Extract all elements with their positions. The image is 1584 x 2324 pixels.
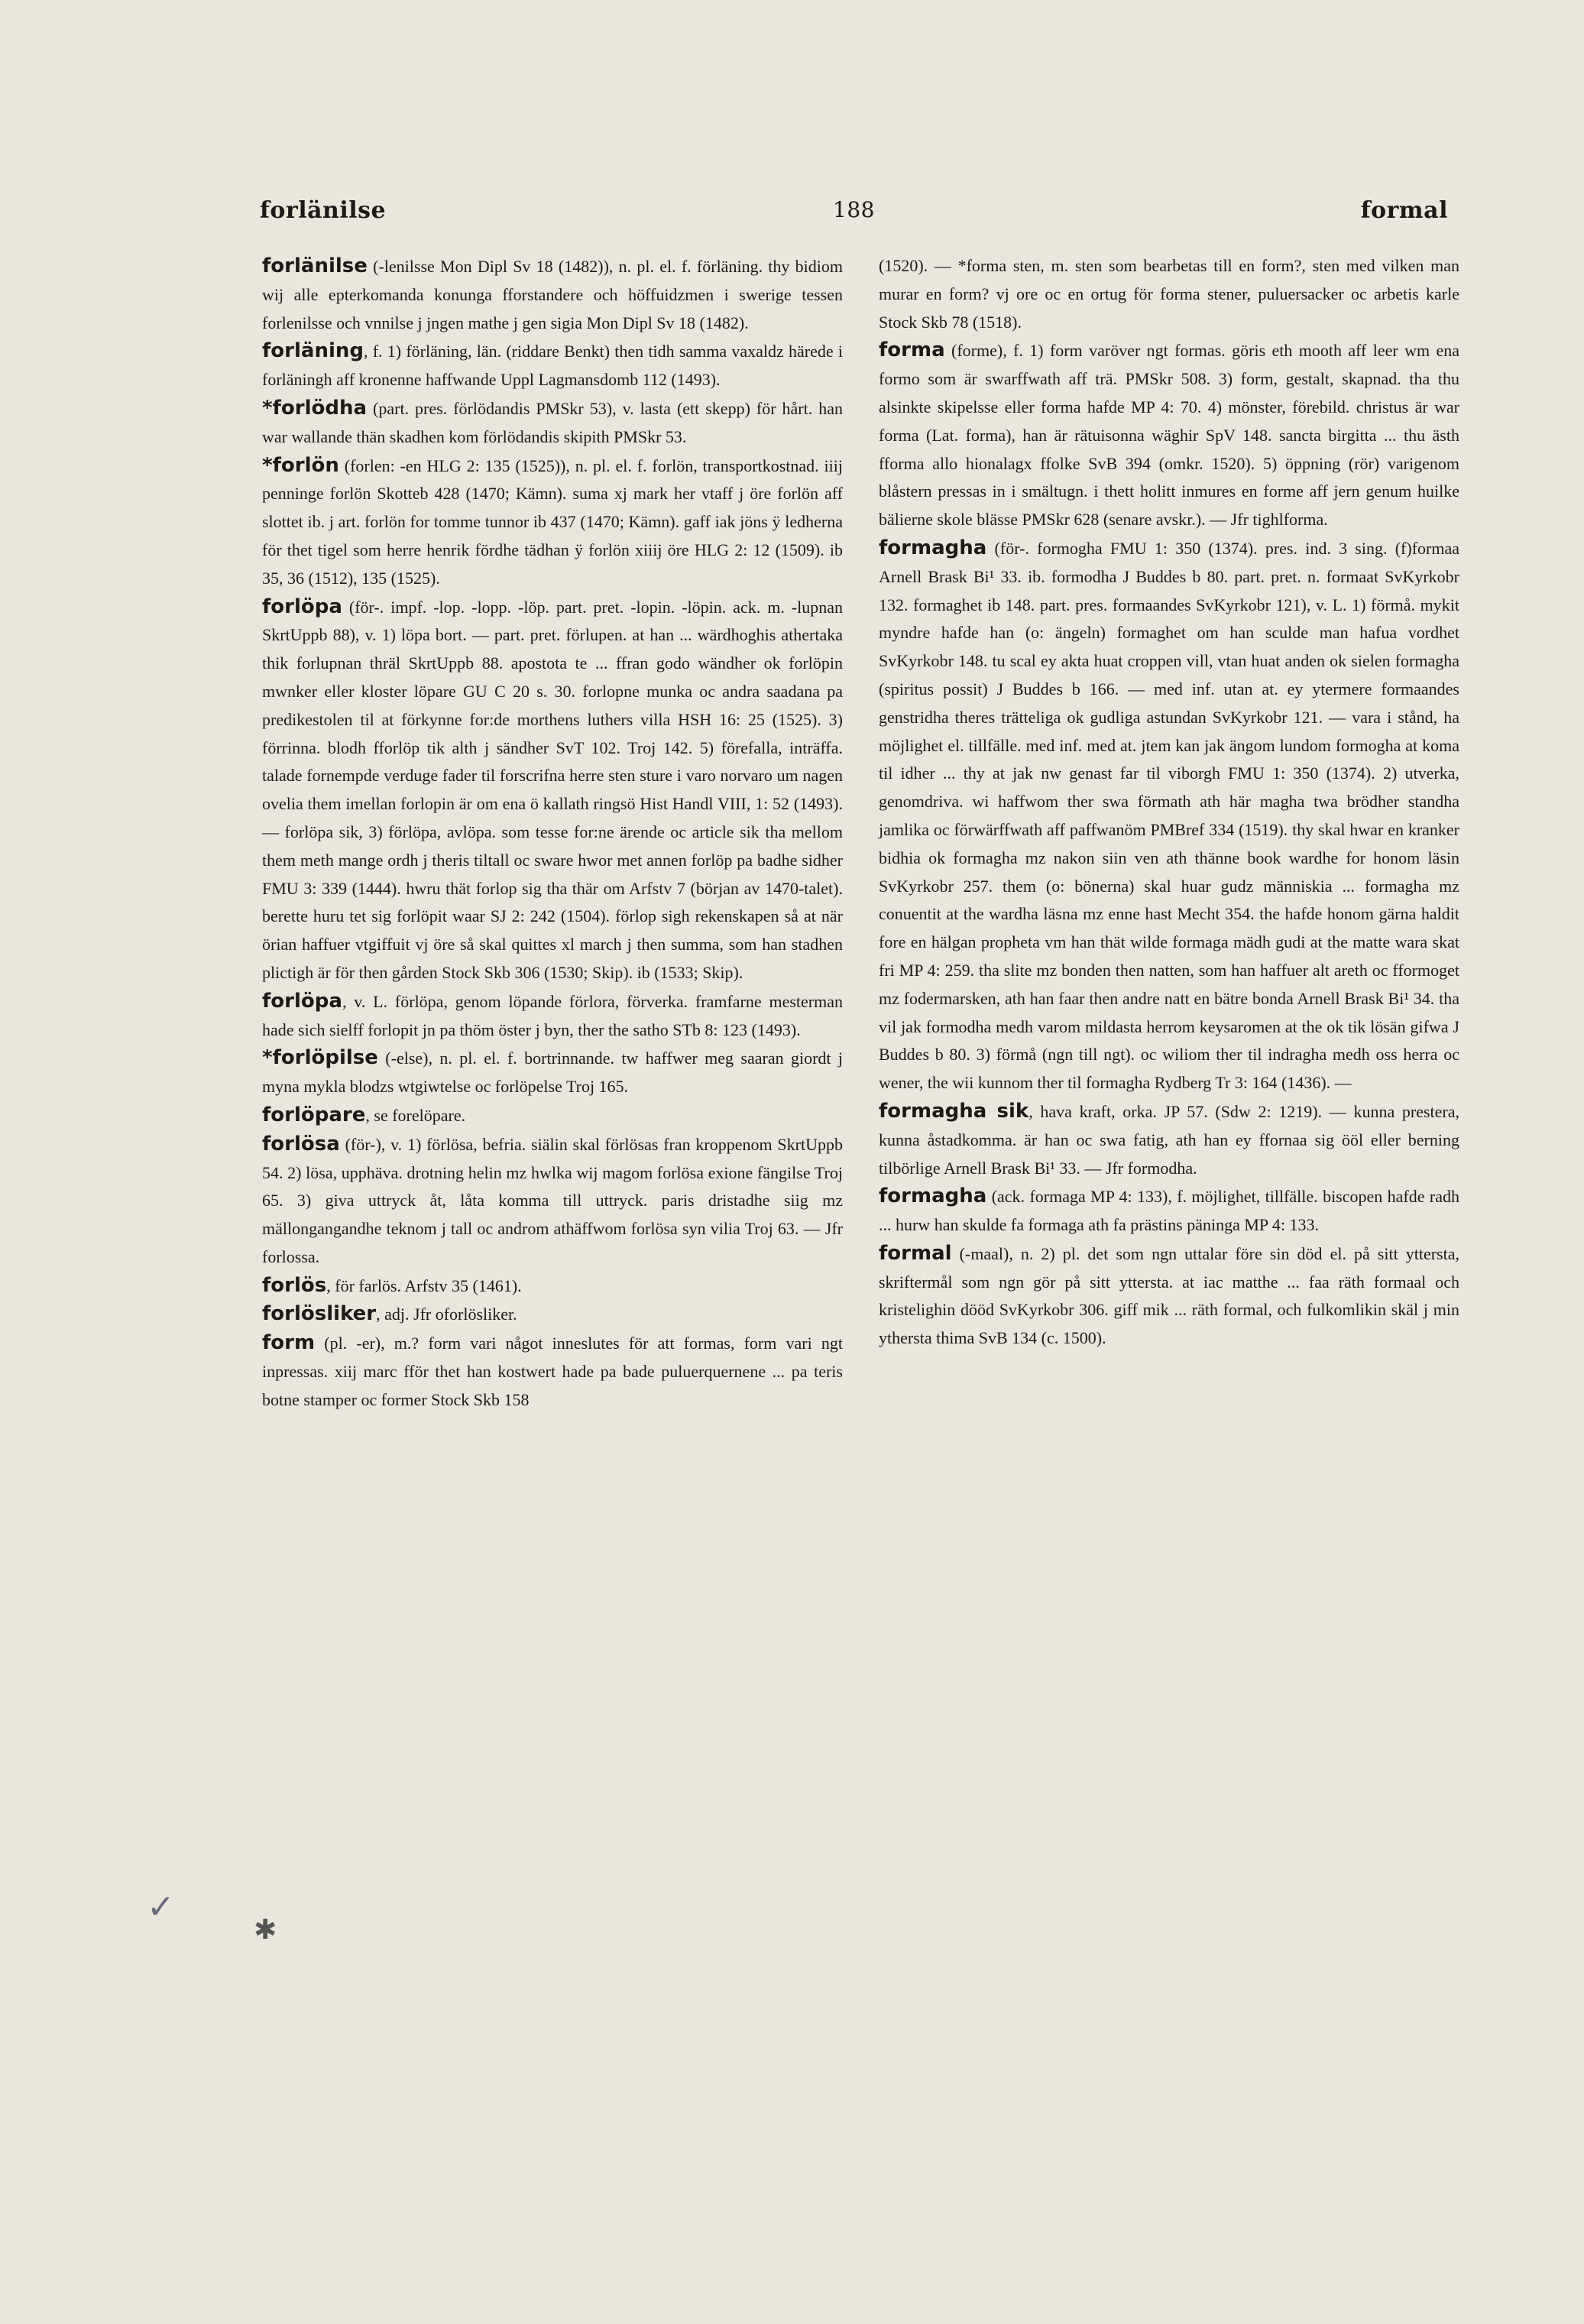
dictionary-entry [879,1240,1459,1353]
entry-headword: forlöpare [262,1103,366,1126]
entry-text: (för-), v. 1) förlösa, befria. siälin skal förlösas fran kroppenom SkrtUppb 54. 2) lösa, upphäva. drotning helin mz hwlka wij magom forlösa exione fängilse Troj 65. 3) giva uttryck åt, låta komma till uttryck. paris dristadhe siig mz mällongangandhe teknom j tall oc androm athäffwom forlösa syn vilia Troj 63. — Jfr forlossa. [262,1134,843,1266]
entry-text: (pl. -er), m.? form vari något inneslutes för att formas, form vari ngt inpressas. xiij marc fför thet han kostwert hade pa bade puluerquernene ... pa teris botne stamper oc former Stock Skb 158 [262,1334,843,1409]
dictionary-entry [262,1300,843,1329]
left-column [262,252,843,1415]
entry-text: (-else), n. pl. el. f. bortrinnande. tw haffwer meg saaran giordt j myna mykla blodzs wtgiwtelse oc forlöpelse Troj 165. [262,1049,843,1097]
dictionary-entry [262,394,843,452]
page-header [260,197,1448,228]
entry-text: , se forelöpare. [365,1105,466,1125]
page-number: 188 [833,197,875,222]
entry-headword: forlänilse [262,254,368,277]
entry-headword: formal [879,1241,952,1265]
dictionary-entry [262,1130,843,1272]
entry-text: (ack. formaga MP 4: 133), f. möjlighet, tillfälle. biscopen hafde radh ... hurw han skulde fa formaga ath fa prästins päninga MP 4: 133. [879,1187,1459,1235]
dictionary-entry [262,1101,843,1130]
entry-text: (-lenilsse Mon Dipl Sv 18 (1482)), n. pl. el. f. förläning. thy bidiom wij alle epterkomanda konunga fforstandere och höffuidzmen i swerige tessen forlenilsse och vnnilse j jngen mathe j gen sigia Mon Dipl Sv 18 (1482). [262,257,843,332]
dictionary-entry [262,452,843,593]
entry-headword: forlös [262,1273,327,1297]
entry-headword: forlösa [262,1132,340,1156]
entry-text: (forme), f. 1) form varöver ngt formas. göris eth mooth aff leer wm ena formo som är swarffwath aff trä. PMSkr 508. 3) form, gestalt, skapnad. tha thu alsinkte skipelsse eller forma hafde MP 4: 70. 4) mönster, förebild. christus är war forma (Lat. forma), han är rätuisonna wäghir SpV 148. sancta birgitta ... thu ästh fforma allo hionalagx ffolke SvB 394 (omkr. 1520). 5) öppning (rör) varigenom blåstern pressas in i smältugn. i thett holitt inmures en forme aff jern genum huilke bälierne skole blässe PMSkr 628 (senare avskr.). — Jfr tighlforma. [879,341,1459,530]
header-left-guideword: forlänilse [260,197,387,224]
entry-text: , f. 1) förläning, län. (riddare Benkt) then tidh samma vaxaldz härede i forläningh aff kronenne haffwande Uppl Lagmansdomb 112 (1493). [262,342,843,390]
dictionary-entry [879,534,1459,1097]
pencil-asterisk-mark-icon: ✱ [254,1914,277,1946]
entry-text: , hava kraft, orka. JP 57. (Sdw 2: 1219). — kunna prestera, kunna åstadkomma. är han oc swa fatig, ath han ey ffornaa sig ööl eller berning tilbörlige Arnell Brask Bi¹ 33. — Jfr formodha. [879,1101,1459,1178]
entry-text: (part. pres. förlödandis PMSkr 53), v. lasta (ett skepp) för hårt. han war wallande thän skadhen kom förlödandis skipith PMSkr 53. [262,398,843,446]
dictionary-entry [262,252,843,337]
entry-text: (för-. formogha FMU 1: 350 (1374). pres. ind. 3 sing. (f)formaa Arnell Brask Bi¹ 33. ib. formodha J Buddes b 80. part. pret. n. formaat SvKyrkobr 132. formaghet ib 148. part. pres. formaandes SvKyrkobr 121), v. L. 1) förmå. mykit myndre hafde han (o: ängeln) formaghet om han sculde man hafua vordhet SvKyrkobr 148. tu scal ey akta huat croppen vill, vtan huat anden ok sielen formagha (spiritus possit) J Buddes b 166. — med inf. utan at. ey ytermere formaandes genstridha theres trätteliga ok gudliga astundan SvKyrkobr 121. — vara i stånd, ha möjlighet el. tillfälle. med inf. med at. jtem kan jak ängom lundom formogha at koma til idher ... thy at jak nw genast far til viborgh FMU 1: 350 (1374). 2) utverka, genomdriva. wi haffwom ther swa förmath ath här magha twa brödher standha jamlika oc förwärffwath aff paffwanöm PMBref 334 (1519). thy skal hwar en kranker bidhia ok formagha mz nakon siin ven ath thänne book wardhe for honom läsin SvKyrkobr 257. them (o: bönerna) skal huar gudz människia ... formagha mz conuentit at the wardha läsna mz enne hast Mecht 354. the hafde honom gärna haldit fore en hälgan propheta vm han thät wilde formaga mädh gudi at the matte wara skat fri MP 4: 259. tha slite mz bonden then natten, som han haffuer alt areth oc fformoget mz fodermarsken, ath han faar then andre natt en bätre bonda Arnell Brask Bi¹ 34. tha vil jak formodha medh varom mildasta herrom keysaromen at the ok tik lösän gifwa J Buddes b 80. 3) förmå (ngn till ngt). oc wiliom ther til indragha medh oss herra oc wener, the wii kunnom ther til formagha Rydberg Tr 3: 164 (1436). — [879,538,1459,1093]
entry-headword: form [262,1331,316,1355]
entry-headword: *forlöpilse [262,1046,378,1070]
dictionary-entry [262,337,843,394]
entry-text: , v. L. förlöpa, genom löpande förlora, förverka. framfarne mesterman hade sich sielff forlopit jn pa thöm öster j byn, ther the satho STb 8: 123 (1493). [262,991,843,1039]
dictionary-entry [879,336,1459,534]
right-column [879,252,1459,1353]
entry-headword: formagha sik [879,1099,1029,1123]
entry-text: , för farlös. Arfstv 35 (1461). [326,1275,522,1295]
entry-headword: *forlödha [262,396,368,420]
entry-headword: forma [879,339,945,362]
entry-headword: forlöpa [262,595,342,618]
entry-headword: forlöpa [262,989,342,1013]
pencil-check-mark-icon: ✓ [147,1888,175,1927]
header-right-guideword: formal [1360,197,1448,224]
dictionary-entry [262,987,843,1045]
entry-text: (för-. impf. -lop. -lopp. -löp. part. pret. -lopin. -löpin. ack. m. -lupnan SkrtUppb 88), v. 1) löpa bort. — part. pret. förlupen. at han ... wärdhoghis athertaka thik forlupnan thräl SkrtUppb 88. apostota te ... ffran godo wändher ok forlöpin mwnker eller kloster löpare GU C 20 s. 30. forlopne munka oc andra saadana pa predikestolen til at förkynne for:de morthens luthers villa HSH 16: 25 (1525). 3) förrinna. blodh fforlöp tik alth j sändher SvT 102. Troj 142. 5) förefalla, inträffa. talade fornempde verduge fader til forscrifna herre sten sture i varo norvaro um nagen ovelia them imellan forlopin är om ena ö kallath ringsö Hist Handl VIII, 1: 52 (1493). — forlöpa sik, 3) förlöpa, avlöpa. som tesse for:ne ärende oc article sik tha mellom them meth mange ordh j theris tiltall oc sware hwor met annen forlöp pa badhe sidher FMU 3: 339 (1444). hwru thät forlop sig tha thär om Arfstv 7 (början av 1470-talet). berette huru tet sig forlöpit waar SJ 2: 242 (1504). förlop sigh rekenskapen så at när örian haffuer vtgiffuit vj öre så skal quittes xl march j then summa, som han stadhen plictigh är för then gården Stock Skb 306 (1530; Skip). ib (1533; Skip). [262,597,843,982]
entry-text: (-maal), n. 2) pl. det som ngn uttalar före sin död el. på sitt yttersta, skriftermål som ngn gör på sitt yttersta. at iac matthe ... faa räth formaal och kristelighin dööd SvKyrkobr 306. giff mik ... räth formal, och fulkomlikin skäl j min ythersta thima SvB 134 (c. 1500). [879,1243,1459,1348]
dictionary-entry [262,593,843,987]
entry-text: (forlen: -en HLG 2: 135 (1525)), n. pl. el. f. forlön, transportkostnad. iiij penninge forlön Skotteb 428 (1470; Kämn). suma xj mark her vtaff j öre forlön aff slottet ib. j art. forlön for tomme tunnor ib 437 (1470; Kämn). gaff iak jöns ÿ ledherna för thet tigel som herre henrik fördhe tädhan ÿ forlön xiiij öre HLG 2: 12 (1509). ib 35, 36 (1512), 135 (1525). [262,455,843,588]
dictionary-entry [262,1329,843,1414]
dictionary-entry [262,1272,843,1301]
dictionary-entry [262,1044,843,1101]
entry-headword: *forlön [262,453,339,477]
entry-text: (1520). — *forma sten, m. sten som bearbetas till en form?, sten med vilken man murar en form? vj ore oc en ortug för forma stener, puluersacker oc arbetis karle Stock Skb 78 (1518). [879,256,1459,332]
entry-headword: formagha [879,1185,987,1208]
dictionary-entry [879,252,1459,336]
dictionary-entry [879,1182,1459,1240]
entry-headword: forläning [262,339,364,363]
dictionary-entry [879,1097,1459,1182]
entry-headword: formagha [879,536,987,559]
entry-headword: forlösliker [262,1302,377,1326]
entry-text: , adj. Jfr oforlösliker. [376,1305,517,1324]
